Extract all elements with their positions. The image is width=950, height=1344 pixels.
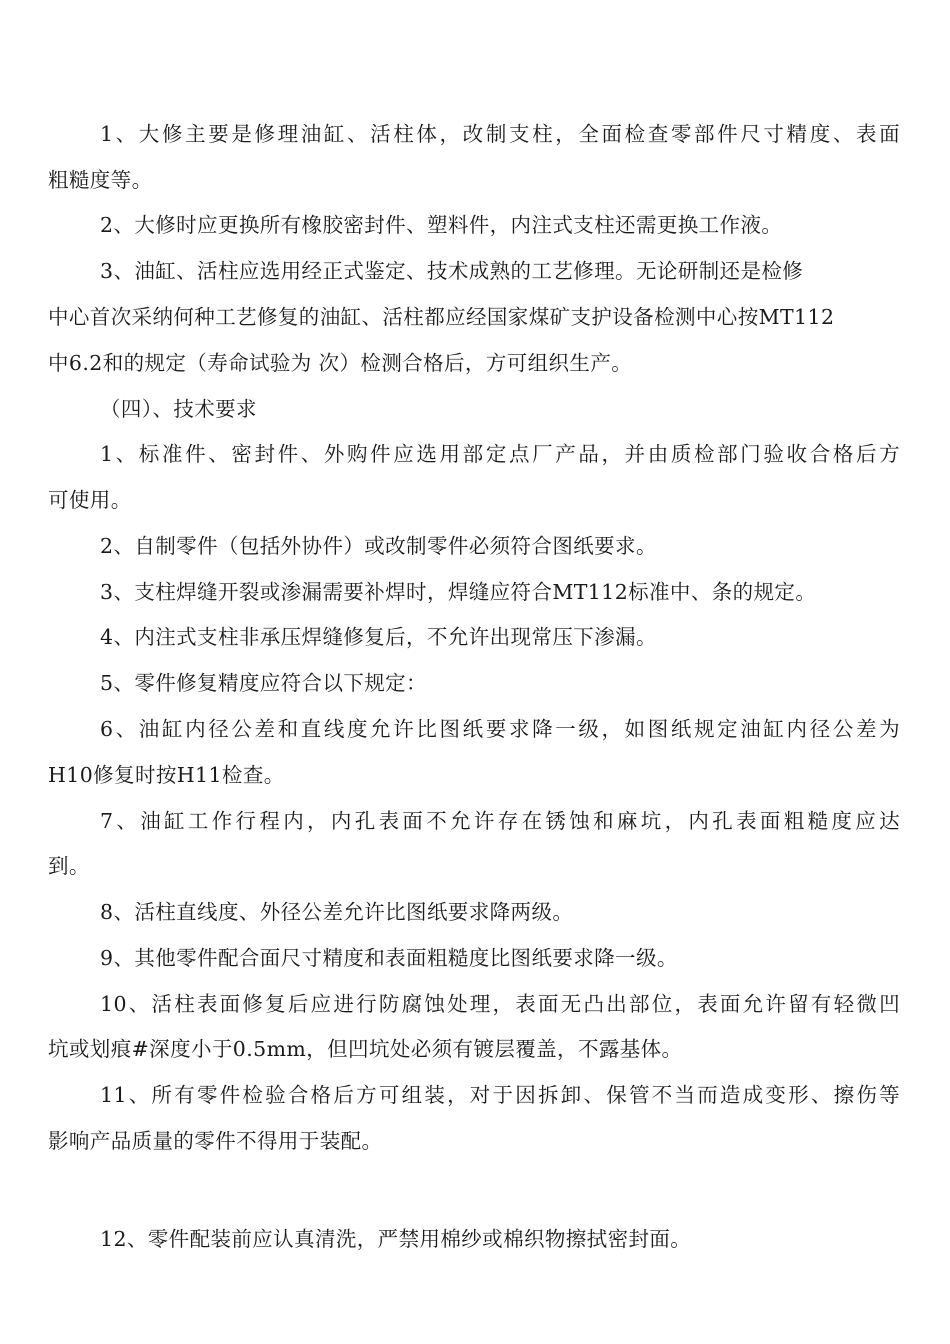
req-1-line-1: 1、标准件、密封件、外购件应选用部定点厂产品，并由质检部门验收合格后方 [100, 442, 900, 466]
req-12: 12、零件配装前应认真清洗，严禁用棉纱或棉织物擦拭密封面。 [100, 1227, 692, 1251]
req-11-line-1: 11、所有零件检验合格后方可组装，对于因拆卸、保管不当而造成变形、擦伤等 [100, 1083, 900, 1107]
req-8: 8、活柱直线度、外径公差允许比图纸要求降两级。 [100, 900, 574, 924]
paragraph-3-line-3: 中6.2和的规定（寿命试验为 次）检测合格后，方可组织生产。 [48, 351, 633, 375]
paragraph-2-line-1: 2、大修时应更换所有橡胶密封件、塑料件，内注式支柱还需更换工作液。 [100, 213, 783, 237]
paragraph-1-line-1: 1、大修主要是修理油缸、活柱体，改制支柱，全面检查零部件尺寸精度、表面 [100, 122, 900, 146]
req-1-line-2: 可使用。 [48, 488, 132, 512]
paragraph-3-line-1: 3、油缸、活柱应选用经正式鉴定、技术成熟的工艺修理。无论研制还是检修 [100, 259, 804, 283]
paragraph-1-line-2: 粗糙度等。 [48, 168, 153, 192]
req-10-line-2: 坑或划痕#深度小于0.5mm，但凹坑处必须有镀层覆盖，不露基体。 [48, 1037, 683, 1061]
req-11-line-2: 影响产品质量的零件不得用于装配。 [48, 1129, 383, 1153]
paragraph-3-line-2: 中心首次采纳何种工艺修复的油缸、活柱都应经国家煤矿支护设备检测中心按MT112 [48, 305, 835, 329]
req-5: 5、零件修复精度应符合以下规定： [100, 671, 427, 695]
req-6-line-2: H10修复时按H11检查。 [48, 763, 285, 787]
req-9: 9、其他零件配合面尺寸精度和表面粗糙度比图纸要求降一级。 [100, 946, 678, 970]
req-7-line-1: 7、油缸工作行程内，内孔表面不允许存在锈蚀和麻坑，内孔表面粗糙度应达 [100, 809, 900, 833]
req-7-line-2: 到。 [48, 854, 90, 878]
req-3: 3、支柱焊缝开裂或渗漏需要补焊时，焊缝应符合MT112标准中、条的规定。 [100, 580, 817, 604]
req-6-line-1: 6、油缸内径公差和直线度允许比图纸要求降一级，如图纸规定油缸内径公差为 [100, 717, 900, 741]
req-10-line-1: 10、活柱表面修复后应进行防腐蚀处理，表面无凸出部位，表面允许留有轻微凹 [100, 992, 900, 1016]
req-4: 4、内注式支柱非承压焊缝修复后，不允许出现常压下渗漏。 [100, 625, 657, 649]
req-2: 2、自制零件（包括外协件）或改制零件必须符合图纸要求。 [100, 534, 657, 558]
section-heading: （四）、技术要求 [100, 397, 257, 421]
